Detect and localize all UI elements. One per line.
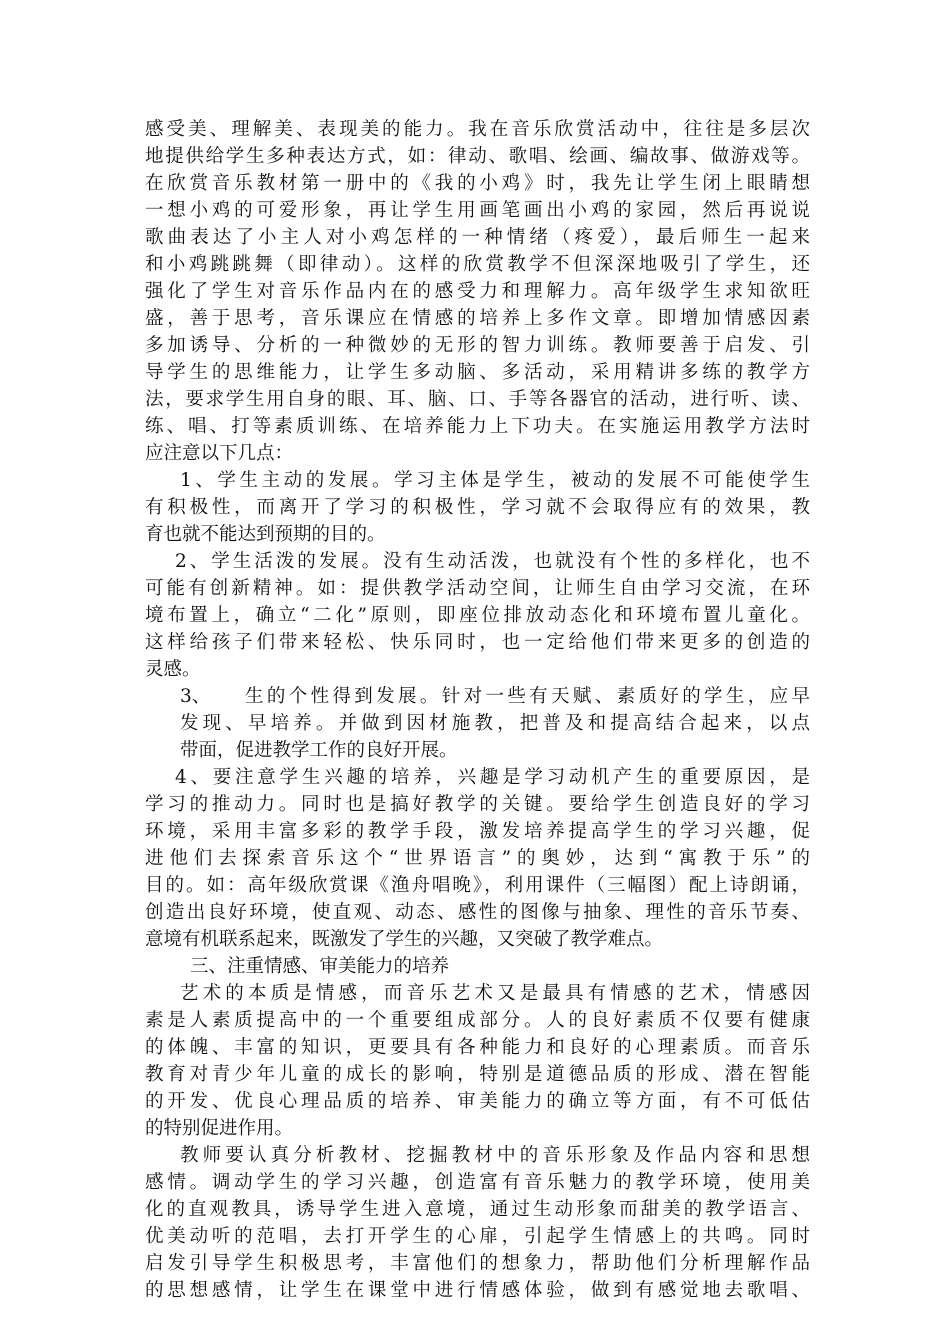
text-line: 多加诱导、分析的一种微妙的无形的智力训练。教师要善于启发、引 [145, 335, 810, 356]
text-line: 感情。调动学生的学习兴趣，创造富有音乐魅力的教学环境，使用美 [145, 1172, 810, 1193]
text-line: 盛，善于思考，音乐课应在情感的培养上多作文章。即增加情感因素 [145, 308, 810, 329]
text-line: 优美动听的范唱，去打开学生的心扉，引起学生情感上的共鸣。同时 [145, 1226, 810, 1247]
text-line: 4、要注意学生兴趣的培养，兴趣是学习动机产生的重要原因，是 [175, 767, 810, 788]
text-line: 境布置上，确立“二化”原则，即座位排放动态化和环境布置儿童化。 [145, 605, 810, 626]
text-line: 的体魄、丰富的知识，更要具有各种能力和良好的心理素质。而音乐 [145, 1037, 810, 1058]
text-line: 艺术的本质是情感，而音乐艺术又是最具有情感的艺术，情感因 [180, 983, 810, 1004]
text-line: 灵感。 [145, 659, 201, 680]
text-line: 1、学生主动的发展。学习主体是学生，被动的发展不可能使学生 [180, 470, 810, 491]
text-line: 这样给孩子们带来轻松、快乐同时，也一定给他们带来更多的创造的 [145, 632, 810, 653]
text-line: 歌曲表达了小主人对小鸡怎样的一种情绪（疼爱），最后师生一起来 [145, 227, 810, 248]
text-line: 2、学生活泼的发展。没有生动活泼，也就没有个性的多样化，也不 [175, 551, 810, 572]
text-line: 素是人素质提高中的一个重要组成部分。人的良好素质不仅要有健康 [145, 1010, 810, 1031]
list-number: 3、 [180, 686, 211, 707]
text-line: 带面，促进教学工作的良好开展。 [180, 740, 458, 761]
text-line: 一想小鸡的可爱形象，再让学生用画笔画出小鸡的家园，然后再说说 [145, 200, 810, 221]
text-line: 感受美、理解美、表现美的能力。我在音乐欣赏活动中，往往是多层次 [145, 119, 810, 140]
text-line: 意境有机联系起来，既激发了学生的兴趣，又突破了教学难点。 [145, 929, 664, 950]
text-line: 的特别促进作用。 [145, 1118, 294, 1139]
section-heading: 三、注重情感、审美能力的培养 [190, 956, 450, 977]
text-line: 化的直观教具，诱导学生进入意境，通过生动形象而甜美的教学语言、 [145, 1199, 810, 1220]
text-line: 生的个性得到发展。针对一些有天赋、素质好的学生，应早 [245, 686, 810, 707]
text-line: 教育对青少年儿童的成长的影响，特别是道德品质的形成、潜在智能 [145, 1064, 810, 1085]
text-line: 在欣赏音乐教材第一册中的《我的小鸡》时，我先让学生闭上眼睛想 [145, 173, 810, 194]
text-line: 目的。如：高年级欣赏课《渔舟唱晚》，利用课件（三幅图）配上诗朗诵， [145, 875, 810, 896]
text-line: 和小鸡跳跳舞（即律动）。这样的欣赏教学不但深深地吸引了学生，还 [145, 254, 810, 275]
text-line: 进他们去探索音乐这个“世界语言”的奥妙，达到“寓教于乐”的 [145, 848, 810, 869]
text-line: 发现、早培养。并做到因材施教，把普及和提高结合起来，以点 [180, 713, 810, 734]
text-line: 法，要求学生用自身的眼、耳、脑、口、手等各器官的活动，进行听、读、 [145, 389, 810, 410]
text-line [145, 1305, 810, 1331]
text-line: 的开发、优良心理品质的培养、审美能力的确立等方面，有不可低估 [145, 1091, 810, 1112]
text-line: 强化了学生对音乐作品内在的感受力和理解力。高年级学生求知欲旺 [145, 281, 810, 302]
text-line: 有积极性，而离开了学习的积极性，学习就不会取得应有的效果，教 [145, 497, 810, 518]
text-line: 育也就不能达到预期的目的。 [145, 524, 386, 545]
text-line: 练、唱、打等素质训练、在培养能力上下功夫。在实施运用教学方法时 [145, 416, 810, 437]
text-line: 导学生的思维能力，让学生多动脑、多活动，采用精讲多练的教学方 [145, 362, 810, 383]
text-line: 教师要认真分析教材、挖掘教材中的音乐形象及作品内容和思想 [180, 1145, 810, 1166]
text-line: 创造出良好环境，使直观、动态、感性的图像与抽象、理性的音乐节奏、 [145, 902, 810, 923]
text-line: 应注意以下几点： [145, 443, 294, 464]
text-line: 学习的推动力。同时也是搞好教学的关键。要给学生创造良好的学习 [145, 794, 810, 815]
text-line: 的思想感情，让学生在课堂中进行情感体验，做到有感觉地去歌唱、 [145, 1280, 810, 1301]
text-line: 环境，采用丰富多彩的教学手段，激发培养提高学生的学习兴趣，促 [145, 821, 810, 842]
text-line: 地提供给学生多种表达方式，如：律动、歌唱、绘画、编故事、做游戏等。 [145, 146, 810, 167]
text-line: 启发引导学生积极思考，丰富他们的想象力，帮助他们分析理解作品 [145, 1253, 810, 1274]
text-line: 可能有创新精神。如：提供教学活动空间，让师生自由学习交流，在环 [145, 578, 810, 599]
